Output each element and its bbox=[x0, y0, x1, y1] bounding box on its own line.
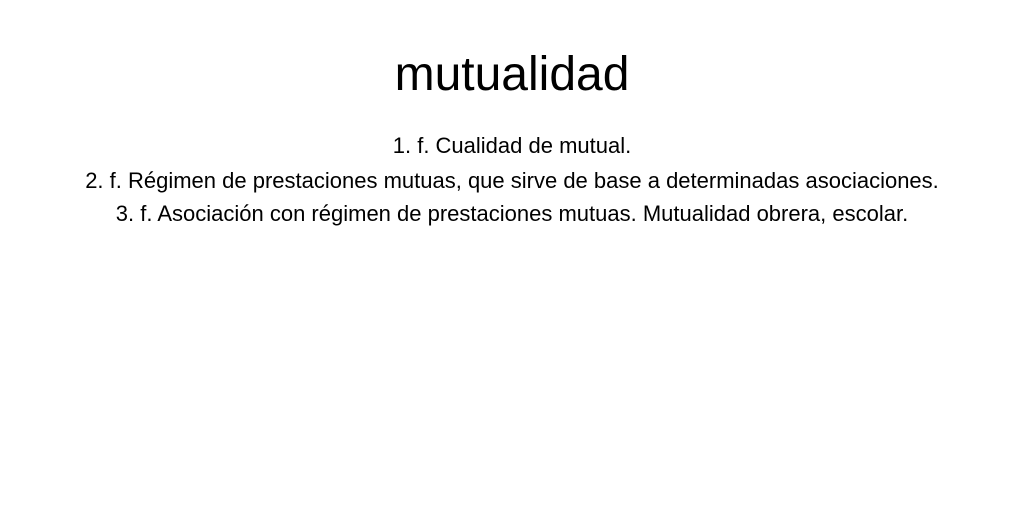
definition-list bbox=[40, 130, 984, 229]
definition-item: 3. f. Asociación con régimen de prestaciones mutuas. Mutualidad obrera, escolar. bbox=[115, 201, 909, 226]
definition-item: 2. f. Régimen de prestaciones mutuas, que sirve de base a determinadas asociaciones. bbox=[85, 168, 939, 193]
definition-item: 1. f. Cualidad de mutual. bbox=[392, 133, 632, 158]
headword: mutualidad bbox=[394, 48, 630, 101]
